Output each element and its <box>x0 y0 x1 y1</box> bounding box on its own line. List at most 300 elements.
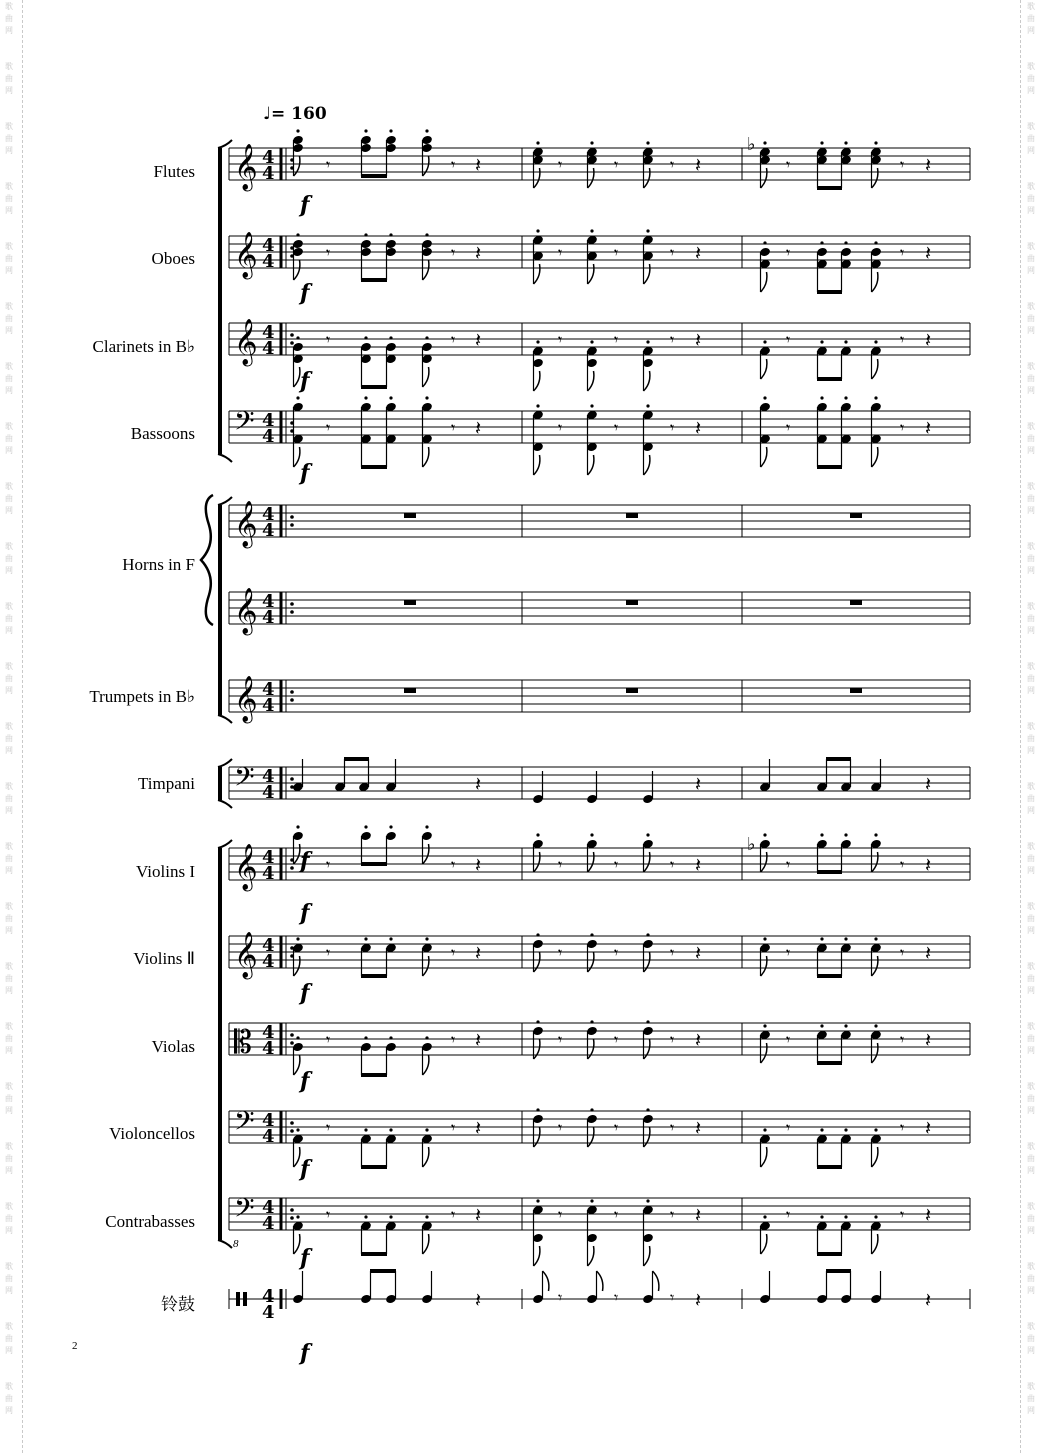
quarter-rest: 𝄽 <box>695 853 702 877</box>
staccato-dot <box>874 1215 877 1218</box>
tempo-marking: ♩= 160 <box>263 104 327 124</box>
watermark-char: 网 <box>1027 206 1035 215</box>
watermark-char: 网 <box>5 866 13 875</box>
staccato-dot <box>389 396 392 399</box>
quarter-rest: 𝄽 <box>695 1116 702 1140</box>
watermark-char: 歌 <box>1027 542 1035 551</box>
note-beam <box>361 1165 387 1169</box>
staccato-dot <box>874 1024 877 1027</box>
staccato-dot <box>874 396 877 399</box>
treble-clef: 𝄞 <box>234 319 258 365</box>
note-flag <box>534 1246 540 1266</box>
staccato-dot <box>763 141 766 144</box>
dynamic-forte: f <box>300 280 310 306</box>
quarter-rest: 𝄽 <box>925 1116 932 1140</box>
watermark-char: 歌 <box>1027 1082 1035 1091</box>
watermark-char: 网 <box>5 1346 13 1355</box>
note-flag <box>597 1271 603 1291</box>
staccato-dot <box>844 340 847 343</box>
watermark-char: 网 <box>1027 986 1035 995</box>
note-beam <box>817 1165 842 1169</box>
note-flag <box>534 264 540 284</box>
eighth-rest: 𝄾 <box>786 943 791 962</box>
note-beam <box>361 385 387 389</box>
staccato-dot <box>646 229 649 232</box>
watermark-char: 网 <box>5 1286 13 1295</box>
staccato-dot <box>389 937 392 940</box>
bass-clef: 𝄢 <box>234 1192 255 1230</box>
eighth-rest: 𝄾 <box>786 1030 791 1049</box>
eighth-rest: 𝄾 <box>900 243 905 262</box>
dynamic-forte: f <box>300 1340 310 1366</box>
eighth-rest: 𝄾 <box>614 155 619 174</box>
watermark-char: 歌 <box>1027 1202 1035 1211</box>
watermark-char: 曲 <box>1027 1094 1035 1103</box>
quarter-rest: 𝄽 <box>925 1028 932 1052</box>
eighth-rest: 𝄾 <box>614 855 619 874</box>
time-signature-denominator: 4 <box>262 163 275 184</box>
watermark-char: 歌 <box>1027 662 1035 671</box>
repeat-dot <box>290 602 294 606</box>
staccato-dot <box>646 1199 649 1202</box>
watermark-char: 曲 <box>5 554 13 563</box>
quarter-rest: 𝄽 <box>695 416 702 440</box>
staccato-dot <box>425 1215 428 1218</box>
watermark-char: 曲 <box>5 14 13 23</box>
watermark-char: 歌 <box>1027 1262 1035 1271</box>
note-flag <box>761 1043 767 1063</box>
treble-clef: 𝄞 <box>234 932 258 978</box>
note-beam <box>817 290 842 294</box>
alto-clef: 𝄡 <box>234 1023 252 1061</box>
watermark-char: 曲 <box>5 74 13 83</box>
watermark-char: 歌 <box>1027 1382 1035 1391</box>
watermark-char: 歌 <box>1027 242 1035 251</box>
note-flag <box>872 852 878 872</box>
time-signature-numerator: 4 <box>262 235 275 256</box>
staccato-dot <box>874 340 877 343</box>
watermark-char: 曲 <box>1027 1214 1035 1223</box>
watermark-char: 歌 <box>1027 182 1035 191</box>
staccato-dot <box>820 1024 823 1027</box>
eighth-rest: 𝄾 <box>614 1030 619 1049</box>
watermark-char: 曲 <box>1027 134 1035 143</box>
eighth-rest: 𝄾 <box>900 943 905 962</box>
watermark-char: 歌 <box>5 122 13 131</box>
staccato-dot <box>590 933 593 936</box>
watermark-char: 曲 <box>5 734 13 743</box>
quarter-rest: 𝄽 <box>695 328 702 352</box>
watermark-char: 歌 <box>1027 482 1035 491</box>
note-beam <box>361 974 387 978</box>
brass-bracket-top <box>218 497 232 505</box>
watermark-char: 曲 <box>1027 494 1035 503</box>
watermark-char: 曲 <box>1027 614 1035 623</box>
eighth-rest: 𝄾 <box>614 1205 619 1224</box>
quarter-rest: 𝄽 <box>475 941 482 965</box>
staccato-dot <box>425 396 428 399</box>
watermark-char: 网 <box>5 806 13 815</box>
watermark-char: 网 <box>5 986 13 995</box>
staccato-dot <box>844 396 847 399</box>
quarter-rest: 𝄽 <box>475 1116 482 1140</box>
watermark-char: 网 <box>1027 1226 1035 1235</box>
treble-clef: 𝄞 <box>234 844 258 890</box>
eighth-rest: 𝄾 <box>900 1205 905 1224</box>
staccato-dot <box>364 233 367 236</box>
watermark-char: 歌 <box>5 2 13 11</box>
quarter-rest: 𝄽 <box>925 853 932 877</box>
whole-rest <box>626 600 638 605</box>
note-flag <box>644 852 650 872</box>
ottava-marking: 8 <box>233 1238 239 1250</box>
note-flag <box>588 952 594 972</box>
time-signature-numerator: 4 <box>262 935 275 956</box>
watermark-char: 歌 <box>1027 422 1035 431</box>
staccato-dot <box>590 229 593 232</box>
quarter-rest: 𝄽 <box>695 941 702 965</box>
note-flag <box>588 455 594 475</box>
treble-clef: 𝄞 <box>234 144 258 190</box>
watermark-char: 网 <box>1027 1046 1035 1055</box>
watermark-char: 网 <box>1027 866 1035 875</box>
quarter-rest: 𝄽 <box>695 1028 702 1052</box>
eighth-rest: 𝄾 <box>670 1030 675 1049</box>
watermark-char: 网 <box>1027 626 1035 635</box>
eighth-rest: 𝄾 <box>670 855 675 874</box>
dynamic-forte: f <box>300 1068 310 1094</box>
watermark-char: 歌 <box>5 542 13 551</box>
watermark-char: 曲 <box>1027 1394 1035 1403</box>
note-flag <box>534 1039 540 1059</box>
time-signature-denominator: 4 <box>262 338 275 359</box>
watermark-char: 网 <box>5 326 13 335</box>
staccato-dot <box>425 1036 428 1039</box>
watermark-char: 网 <box>5 386 13 395</box>
dynamic-forte: f <box>300 1156 310 1182</box>
instrument-label-trumpets: Trumpets in B♭ <box>89 687 195 706</box>
staccato-dot <box>364 825 367 828</box>
instrument-label-clarinets: Clarinets in B♭ <box>92 337 195 356</box>
flat-accidental: ♭ <box>747 134 756 155</box>
watermark-char: 网 <box>1027 446 1035 455</box>
watermark-char: 歌 <box>1027 722 1035 731</box>
staccato-dot <box>646 141 649 144</box>
dynamic-forte: f <box>300 1245 310 1271</box>
staccato-dot <box>536 340 539 343</box>
quarter-rest: 𝄽 <box>695 153 702 177</box>
staccato-dot <box>874 141 877 144</box>
eighth-rest: 𝄾 <box>558 1288 563 1307</box>
eighth-rest: 𝄾 <box>614 418 619 437</box>
staccato-dot <box>536 141 539 144</box>
repeat-dot <box>290 690 294 694</box>
watermark-char: 网 <box>1027 1286 1035 1295</box>
staccato-dot <box>844 1128 847 1131</box>
note-flag <box>761 956 767 976</box>
percussion-clef <box>243 1292 247 1306</box>
staccato-dot <box>844 241 847 244</box>
watermark-char: 歌 <box>1027 842 1035 851</box>
watermark-char: 网 <box>5 626 13 635</box>
repeat-dot <box>290 1129 294 1133</box>
watermark-char: 曲 <box>1027 254 1035 263</box>
watermark-char: 歌 <box>5 302 13 311</box>
quarter-rest: 𝄽 <box>925 328 932 352</box>
instrument-label-violoncellos: Violoncellos <box>109 1124 195 1143</box>
eighth-rest: 𝄾 <box>451 418 456 437</box>
time-signature-numerator: 4 <box>262 322 275 343</box>
dynamic-forte: f <box>300 980 310 1006</box>
staccato-dot <box>763 1024 766 1027</box>
treble-clef: 𝄞 <box>234 232 258 278</box>
note-flag <box>423 1147 429 1167</box>
time-signature-denominator: 4 <box>262 426 275 447</box>
bass-clef: 𝄢 <box>234 1105 255 1143</box>
quarter-rest: 𝄽 <box>475 1288 482 1312</box>
note-beam <box>826 1269 851 1273</box>
repeat-dot <box>290 698 294 702</box>
note-flag <box>294 260 300 280</box>
eighth-rest: 𝄾 <box>558 855 563 874</box>
note-flag <box>588 371 594 391</box>
watermark-char: 曲 <box>5 1394 13 1403</box>
repeat-dot <box>290 333 294 337</box>
staccato-dot <box>536 1199 539 1202</box>
staccato-dot <box>536 1108 539 1111</box>
watermark-char: 网 <box>1027 506 1035 515</box>
note-flag <box>761 447 767 467</box>
eighth-rest: 𝄾 <box>900 1030 905 1049</box>
dynamic-forte: f <box>300 460 310 486</box>
watermark-char: 歌 <box>1027 122 1035 131</box>
staccato-dot <box>874 241 877 244</box>
eighth-rest: 𝄾 <box>670 155 675 174</box>
watermark-char: 网 <box>1027 1346 1035 1355</box>
eighth-rest: 𝄾 <box>786 418 791 437</box>
eighth-rest: 𝄾 <box>786 1118 791 1137</box>
time-signature-numerator: 4 <box>262 147 275 168</box>
watermark-char: 曲 <box>1027 554 1035 563</box>
staccato-dot <box>763 396 766 399</box>
note-flag <box>588 852 594 872</box>
staccato-dot <box>296 937 299 940</box>
eighth-rest: 𝄾 <box>670 1205 675 1224</box>
watermark-char: 歌 <box>1027 362 1035 371</box>
watermark-char: 曲 <box>1027 374 1035 383</box>
whole-rest <box>404 688 416 693</box>
time-signature-numerator: 4 <box>262 679 275 700</box>
staccato-dot <box>874 833 877 836</box>
watermark-char: 歌 <box>5 1322 13 1331</box>
eighth-rest: 𝄾 <box>670 330 675 349</box>
instrument-label-contrabasses: Contrabasses <box>105 1212 195 1231</box>
watermark-char: 歌 <box>5 662 13 671</box>
eighth-rest: 𝄾 <box>326 418 331 437</box>
whole-rest <box>404 513 416 518</box>
eighth-rest: 𝄾 <box>451 1118 456 1137</box>
staccato-dot <box>590 1020 593 1023</box>
watermark-char: 网 <box>5 566 13 575</box>
eighth-rest: 𝄾 <box>670 943 675 962</box>
dynamic-forte: f <box>300 368 310 394</box>
staccato-dot <box>820 1128 823 1131</box>
staccato-dot <box>536 1020 539 1023</box>
watermark-char: 网 <box>5 926 13 935</box>
watermark-char: 曲 <box>5 494 13 503</box>
watermark-char: 曲 <box>5 1154 13 1163</box>
note-flag <box>423 367 429 387</box>
eighth-rest: 𝄾 <box>451 1030 456 1049</box>
staccato-dot <box>844 937 847 940</box>
watermark-char: 网 <box>5 26 13 35</box>
staccato-dot <box>646 404 649 407</box>
note-flag <box>294 156 300 176</box>
watermark-char: 歌 <box>1027 62 1035 71</box>
staccato-dot <box>536 229 539 232</box>
note-flag <box>644 455 650 475</box>
staccato-dot <box>389 336 392 339</box>
note-flag <box>534 455 540 475</box>
watermark-char: 歌 <box>5 602 13 611</box>
staccato-dot <box>389 233 392 236</box>
note-flag <box>294 844 300 864</box>
eighth-rest: 𝄾 <box>786 855 791 874</box>
note-flag <box>761 359 767 379</box>
watermark-char: 歌 <box>5 1142 13 1151</box>
eighth-rest: 𝄾 <box>451 855 456 874</box>
watermark-char: 曲 <box>1027 1274 1035 1283</box>
watermark-char: 曲 <box>5 614 13 623</box>
note-beam <box>826 757 851 761</box>
note-flag <box>534 1127 540 1147</box>
watermark-char: 网 <box>1027 326 1035 335</box>
watermark-char: 网 <box>1027 1406 1035 1415</box>
staccato-dot <box>820 1215 823 1218</box>
note-flag <box>588 1127 594 1147</box>
quarter-rest: 𝄽 <box>475 241 482 265</box>
time-signature-numerator: 4 <box>262 504 275 525</box>
watermark-char: 曲 <box>1027 974 1035 983</box>
watermark-char: 曲 <box>1027 314 1035 323</box>
note-flag <box>588 1246 594 1266</box>
eighth-rest: 𝄾 <box>900 855 905 874</box>
watermark-char: 曲 <box>1027 734 1035 743</box>
note-beam <box>361 174 387 178</box>
woodwinds-bracket-top <box>218 140 232 148</box>
time-signature-numerator: 4 <box>262 591 275 612</box>
note-flag <box>872 1234 878 1254</box>
watermark-char: 曲 <box>1027 1034 1035 1043</box>
watermark-char: 歌 <box>5 1082 13 1091</box>
note-flag <box>534 168 540 188</box>
dynamic-forte: f <box>300 900 310 926</box>
note-flag <box>588 264 594 284</box>
watermark-char: 网 <box>1027 26 1035 35</box>
watermark-char: 网 <box>5 266 13 275</box>
time-signature-numerator: 4 <box>262 1197 275 1218</box>
note-flag <box>423 1055 429 1075</box>
note-beam <box>817 377 842 381</box>
staccato-dot <box>590 340 593 343</box>
repeat-dot <box>290 341 294 345</box>
watermark-char: 曲 <box>5 1094 13 1103</box>
note-flag <box>872 272 878 292</box>
eighth-rest: 𝄾 <box>614 330 619 349</box>
quarter-rest: 𝄽 <box>475 328 482 352</box>
strings-bracket-top <box>218 840 232 848</box>
treble-clef: 𝄞 <box>234 676 258 722</box>
watermark-char: 曲 <box>5 854 13 863</box>
eighth-rest: 𝄾 <box>558 418 563 437</box>
staccato-dot <box>820 396 823 399</box>
watermark-char: 歌 <box>1027 902 1035 911</box>
note-beam <box>361 278 387 282</box>
percussion-clef <box>236 1292 240 1306</box>
watermark-char: 网 <box>5 446 13 455</box>
staccato-dot <box>296 825 299 828</box>
note-flag <box>588 168 594 188</box>
note-flag <box>294 1147 300 1167</box>
time-signature-denominator: 4 <box>262 782 275 803</box>
quarter-rest: 𝄽 <box>695 241 702 265</box>
note-flag <box>653 1271 659 1291</box>
eighth-rest: 𝄾 <box>900 1118 905 1137</box>
quarter-rest: 𝄽 <box>695 772 702 796</box>
staccato-dot <box>763 340 766 343</box>
watermark-char: 网 <box>5 506 13 515</box>
note-flag <box>761 1234 767 1254</box>
eighth-rest: 𝄾 <box>451 243 456 262</box>
time-signature-denominator: 4 <box>262 251 275 272</box>
time-signature-denominator: 4 <box>262 863 275 884</box>
note-flag <box>872 1147 878 1167</box>
time-signature-numerator: 4 <box>262 766 275 787</box>
note-flag <box>294 367 300 387</box>
watermark-char: 歌 <box>1027 1142 1035 1151</box>
eighth-rest: 𝄾 <box>900 418 905 437</box>
note-flag <box>423 156 429 176</box>
note-flag <box>534 952 540 972</box>
staccato-dot <box>296 1128 299 1131</box>
note-flag <box>423 260 429 280</box>
staccato-dot <box>646 340 649 343</box>
whole-rest <box>850 600 862 605</box>
watermark-char: 曲 <box>1027 434 1035 443</box>
watermark-char: 网 <box>5 686 13 695</box>
quarter-rest: 𝄽 <box>475 772 482 796</box>
eighth-rest: 𝄾 <box>326 855 331 874</box>
note-flag <box>423 447 429 467</box>
staccato-dot <box>296 336 299 339</box>
note-flag <box>534 852 540 872</box>
eighth-rest: 𝄾 <box>558 243 563 262</box>
note-beam <box>817 186 842 190</box>
staccato-dot <box>389 825 392 828</box>
watermark-char: 歌 <box>5 482 13 491</box>
watermark-char: 歌 <box>5 722 13 731</box>
instrument-label-flutes: Flutes <box>153 162 195 181</box>
watermark-char: 网 <box>1027 746 1035 755</box>
staccato-dot <box>646 1108 649 1111</box>
note-flag <box>423 956 429 976</box>
eighth-rest: 𝄾 <box>326 1030 331 1049</box>
staccato-dot <box>820 141 823 144</box>
note-beam <box>817 465 842 469</box>
staccato-dot <box>844 1024 847 1027</box>
staccato-dot <box>425 233 428 236</box>
watermark-char: 曲 <box>5 674 13 683</box>
